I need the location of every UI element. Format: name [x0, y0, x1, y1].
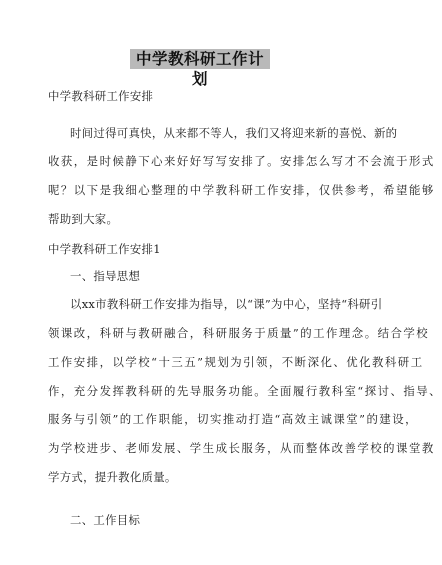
part1-line: 工作安排，以学校“十三五”规划为引领，不断深化、优化教科研工	[48, 355, 424, 369]
section-heading: 中学教科研工作安排	[48, 89, 154, 103]
part1-line: 作，充分发挥教科研的先导服务功能。全面履行教科室“探讨、指导、	[48, 384, 442, 398]
part1-line: 为学校进步、老师发展、学生成长服务，从而整体改善学校的课堂教	[48, 441, 435, 455]
part1-heading: 一、指导思想	[70, 269, 141, 283]
part2-heading: 二、工作目标	[70, 513, 141, 527]
part1-line: 领课改，科研与教研融合，科研服务于质量”的工作理念。结合学校	[48, 326, 430, 340]
intro-line: 收获，是时候静下心来好好写写安排了。安排怎么写才不会流于形式	[48, 154, 435, 168]
intro-line: 呢？以下是我细心整理的中学教科研工作安排，仅供参考，希望能够	[48, 183, 435, 197]
intro-line: 帮助到大家。	[48, 212, 119, 226]
document-title: 中学教科研工作计划	[130, 49, 270, 69]
part1-line: 以xx市教科研工作安排为指导，以“课”为中心，坚持“科研引	[70, 297, 383, 311]
part1-line: 服务与引领”的工作职能，切实推动打造“高效主诚课堂”的建设，	[48, 412, 419, 426]
part1-line: 学方式，提升教化质量。	[48, 470, 177, 484]
intro-line: 时间过得可真快，从来都不等人，我们又将迎来新的喜悦、新的	[70, 126, 398, 140]
subheading: 中学教科研工作安排1	[48, 242, 161, 256]
